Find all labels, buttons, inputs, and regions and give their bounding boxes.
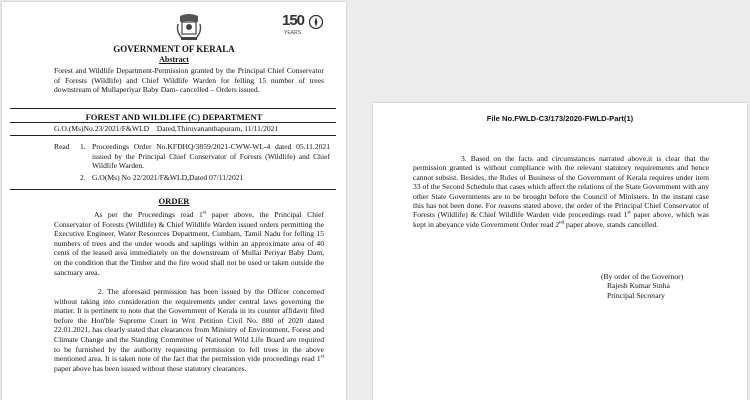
signature-block (601, 272, 741, 300)
order-heading: ORDER (158, 196, 190, 206)
reference-item (80, 142, 330, 171)
divider (10, 189, 336, 190)
abstract-heading: Abstract (159, 55, 189, 64)
paragraph-text: paper above, stands cancelled. (564, 219, 659, 229)
department-title: FOREST AND WILDLIFE (C) DEPARTMENT (85, 112, 263, 122)
divider (10, 122, 336, 123)
superscript: nd (559, 220, 565, 226)
go-dated: Dated,Thiruvananthapuram, 11/11/2021 (156, 124, 279, 133)
paragraph-text: paper above, the Principal Chief Conservator of Forests (Wildlife) & Chief Wildlife Warden issued orders permitting the Executive Engineer, Water Resources Department, Cumbam, Tamil Nadu for felling 15 numbers of trees and the under woods and saplings within an approximate area of 40 cents of the leased area immediately on the downstream of Mullai Periyar Baby Dam, on the condition that the Timber and the fire wood shall not be used or taken outside the sanctuary area. (54, 210, 324, 277)
superscript: st (627, 210, 631, 216)
anniversary-logo-number: 150 (282, 12, 305, 29)
order-paragraph-3 (413, 154, 709, 229)
go-number: G.O.(Ms)No.23/2021/F&WLD (54, 124, 150, 133)
divider (10, 108, 336, 109)
paragraph-text: 3. Based on the facts and circumstances narrated above,it is clear that the permission granted is without compliance with the relevant statutory requirements and hence cannot subsist. Besides, the Rules of Business of the Government of Kerala requires under item 33 of the Second Schedule that cases which affect the relations of the State Government with any other State Governments are to be brought before the Council of Ministers. In the instant case this has not been done. For reasons stated above, the order of the Principal Chief Conservator of Forests (Wildlife) & Chief Wildlife Warden vide proceedings read 1 (413, 154, 709, 220)
read-label: Read (54, 142, 70, 151)
reference-item (80, 173, 330, 183)
reference-number: 1. (80, 142, 86, 151)
left-document-page (2, 2, 346, 400)
signature-name: Rajesh Kumar Sinha (607, 281, 670, 291)
anniversary-logo (282, 12, 326, 40)
kerala-emblem-icon (176, 12, 202, 42)
signature-order-of: (By order of the Governor) (601, 272, 684, 281)
government-title: GOVERNMENT OF KERALA (113, 44, 235, 54)
right-document-page (373, 103, 747, 400)
anniversary-logo-icon (308, 14, 324, 30)
order-paragraph-1 (54, 210, 324, 277)
superscript: st (320, 354, 324, 360)
file-number: File No.FWLD-C3/173/2020-FWLD-Part(1) (486, 114, 634, 123)
reference-list (80, 142, 330, 184)
anniversary-logo-subtext: YEARS (284, 30, 301, 36)
paragraph-text: 2. The aforesaid permission has been issued by the Officer concerned without taking into consideration the requirements under central laws governing the matter. It is pertinent to note that the Government of Kerala in its counter affidavit filed before the Hon'ble Supreme Court in Writ Petition Civil No. 880 of 2020 dated 22.01.2021, has clearly stated that clearances from Ministry of Environment, Forest and Climate Change and the Standing Committee of National Wild Life Board are required to be furnished by the authority requesting permission to fell trees in the above mentioned area. It is taken note of the fact that the permission vide proceedings read 1 (54, 287, 324, 364)
order-paragraph-2 (54, 287, 324, 373)
signature-designation: Principal Secretary (607, 290, 665, 300)
superscript: st (202, 210, 207, 216)
paragraph-text: paper above, which was kept in abeyance vide Government Order read 2 (413, 210, 709, 229)
reference-number: 2. (80, 172, 86, 182)
paragraph-text: paper above has been issued without these statutory clearances. (54, 363, 247, 373)
abstract-text: Forest and Wildlife Department-Permission granted by the Principal Chief Conservator of Forests (Wildlife) and Chief Wildlife Warden for felling 15 number of trees downstream of Mullaperiyar Baby Dam- cancelled – Orders issued. (54, 66, 324, 95)
reference-text: G.O(Ms) No 22/2021/F&WLD,Dated 07/11/2021 (92, 172, 244, 182)
go-number-line (54, 124, 334, 133)
paragraph-text: As per the Proceedings read 1 (94, 210, 203, 219)
reference-text: Proceedings Order No.KFDHQ/3859/2021-CWW-WL-4 dated 05.11.2021 issued by the Principal Chief Conservator of Forests (Wildlife) and Chief Wildlife Warden. (92, 142, 330, 171)
divider (10, 135, 336, 136)
